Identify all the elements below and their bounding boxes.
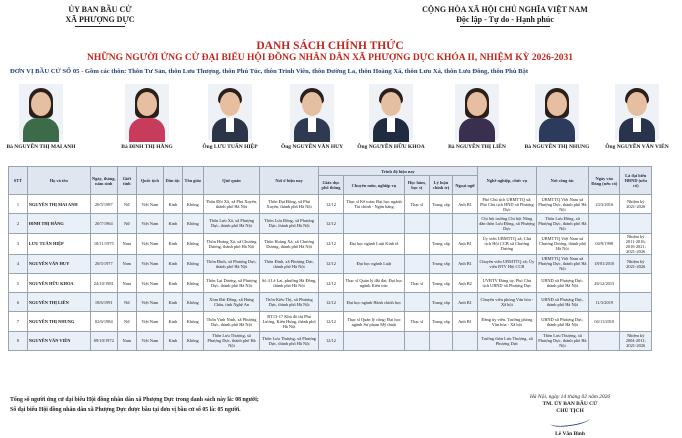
cell-religion: Không [182, 254, 203, 273]
col-nationality: Quốc tịch [136, 167, 163, 195]
candidate-photo [369, 84, 413, 140]
cell-hometown: Thôn Vinh Ninh, xã Phượng Dực, thành phố Hà Nội [203, 312, 260, 331]
cell-job: Ủy viên UBMTTQ xã; Chủ tịch Hội CCB xã Chương Dương [478, 233, 537, 254]
cell-party: 18/01/2010 [589, 254, 620, 273]
candidate-caption: Bà ĐINH THỊ HẰNG [121, 144, 173, 150]
cell-degree: Thạc sĩ [404, 312, 429, 331]
cell-ethnic: Kinh [163, 254, 182, 273]
cell-politic: Trung cấp [429, 233, 452, 254]
cell-party: 04/11/2010 [589, 312, 620, 331]
cell-lang: Anh B1 [452, 254, 477, 273]
cell-dob: 18/6/1991 [90, 293, 117, 312]
cell-name: LƯU TUẤN HIỆP [27, 233, 90, 254]
cell-name: NGUYỄN THỊ MAI ANH [27, 195, 90, 214]
cell-major: Đại học ngành Luật Kinh tế [344, 233, 405, 254]
candidate-card [432, 84, 522, 150]
candidate-photo [208, 84, 252, 140]
cell-major [344, 331, 405, 350]
issuing-authority [40, 5, 160, 27]
col-major: Chuyên môn, nghiệp vụ [344, 176, 405, 195]
document-subtitle: NHỮNG NGƯỜI ỨNG CỬ ĐẠI BIỂU HỘI ĐỒNG NHÂN DÂN XÃ PHƯỢNG DỰC KHÓA II, NHIỆM KỲ 2026-2031 [86, 53, 574, 63]
col-party-date: Ngày vào Đảng (nếu có) [589, 167, 620, 195]
cell-degree [404, 233, 429, 254]
cell-hometown: Thôn Hoàng Xá, xã Chương Dương, thành phố Hà Nội [203, 233, 260, 254]
signature-block [500, 394, 640, 438]
table-row [9, 195, 652, 214]
table-row [9, 214, 652, 233]
cell-hdnd: Nhiệm kỳ 2011-2016; 2016-2021; 2021-2026 [620, 233, 652, 254]
cell-degree: Thạc sĩ [404, 195, 429, 214]
cell-sex: Nữ [117, 312, 136, 331]
cell-lang: Anh B1 [452, 312, 477, 331]
cell-dob: 20/5/1987 [90, 195, 117, 214]
cell-party: 26/12/2013 [589, 273, 620, 292]
signing-title: CHỦ TỊCH [556, 408, 584, 414]
candidate-card [512, 84, 602, 150]
cell-job: UVBTV Đảng ủy, Phó Chủ tịch UBND xã Phượng Dực [478, 273, 537, 292]
cell-work: UBND xã Phượng Dực, thành phố Hà Nội [536, 273, 588, 292]
divider [460, 26, 550, 27]
cell-sex: Nam [117, 233, 136, 254]
cell-sex: Nữ [117, 214, 136, 233]
col-job: Nghề nghiệp, chức vụ [478, 167, 537, 195]
cell-ethnic: Kinh [163, 195, 182, 214]
cell-job: Chuyên viên phòng Văn hóa - Xã hội [478, 293, 537, 312]
cell-job: Đảng ủy viên, Trưởng phòng Văn hóa - Xã hội [478, 312, 537, 331]
cell-nation: Việt Nam [136, 214, 163, 233]
cell-major: Thạc sĩ Quản lý đất đai; Đại học ngành Kiến trúc [344, 273, 405, 292]
cell-edu: 12/12 [318, 273, 343, 292]
cell-name: NGUYỄN VĂN HUY [27, 254, 90, 273]
cell-edu: 12/12 [318, 331, 343, 350]
cell-politic: Trung cấp [429, 273, 452, 292]
cell-party [589, 214, 620, 233]
authority-line-1: ỦY BAN BẦU CỬ [68, 5, 132, 14]
cell-degree [404, 214, 429, 233]
candidate-photo [535, 84, 579, 140]
cell-dob: 18/11/1975 [90, 233, 117, 254]
cell-major: Đại học ngành Hành chính học [344, 293, 405, 312]
cell-stt: 4 [9, 254, 28, 273]
cell-ethnic: Kinh [163, 331, 182, 350]
cell-work: UBND xã Phượng Dực, thành phố Hà Nội [536, 312, 588, 331]
electoral-unit: ĐƠN VỊ BẦU CỬ SỐ 05 - Gồm các thôn: Thôn Tư Sản, thôn Lưu Thượng, thôn Phú Túc, thôn Trinh Viên, thôn Đường La, thôn Hoàng Xá, thôn Lưu Xá, thôn Lưu Đông, thôn Phù Bật [10, 68, 529, 75]
motto: Độc lập - Tự do - Hạnh phúc [456, 15, 554, 24]
cell-sex: Nam [117, 331, 136, 350]
candidate-card [0, 84, 86, 150]
cell-name: NGUYỄN VĂN VIÊN [27, 331, 90, 350]
cell-hometown: Thôn Lại Dương, xã Phượng Dực, thành phố Hà Nội [203, 273, 260, 292]
cell-edu: 12/12 [318, 233, 343, 254]
cell-religion: Không [182, 293, 203, 312]
cell-degree [404, 254, 429, 273]
cell-work: UBND xã Phượng Dực, thành phố Hà Nội [536, 293, 588, 312]
cell-ethnic: Kinh [163, 214, 182, 233]
cell-job: Trưởng thôn Lưu Thượng, xã Phượng Dực [478, 331, 537, 350]
cell-job: Phó Chủ tịch UBMTTQ xã; Phó Chủ tịch HND xã Phượng Dực [478, 195, 537, 214]
col-degree: Học hàm, học vị [404, 176, 429, 195]
cell-edu: 12/12 [318, 312, 343, 331]
candidate-card [102, 84, 192, 150]
col-group-education: Trình độ hiện nay [318, 167, 477, 176]
cell-politic: Trung cấp [429, 195, 452, 214]
table-row [9, 293, 652, 312]
cell-major: Thạc sĩ Quản lý công; Đại học ngành Sư phạm Mỹ thuật [344, 312, 405, 331]
cell-party: 04/9/1998 [589, 233, 620, 254]
cell-nation: Việt Nam [136, 293, 163, 312]
cell-hdnd: Nhiệm kỳ 2021-2026 [620, 254, 652, 273]
cell-sex: Nữ [117, 293, 136, 312]
signer-name: Lê Văn Bình [555, 431, 585, 437]
cell-stt: 7 [9, 312, 28, 331]
candidate-photo [125, 84, 169, 140]
cell-name: NGUYỄN THỊ NHUNG [27, 312, 90, 331]
cell-hdnd [620, 214, 652, 233]
cell-politic [429, 331, 452, 350]
candidate-photo [455, 84, 499, 140]
candidate-photo [290, 84, 334, 140]
col-hdnd: Là đại biểu HĐND (nếu có) [620, 167, 652, 195]
col-name: Họ và tên [27, 167, 90, 195]
cell-stt: 6 [9, 293, 28, 312]
cell-religion: Không [182, 214, 203, 233]
cell-party: 23/3/2016 [589, 195, 620, 214]
cell-religion: Không [182, 312, 203, 331]
candidate-photo-strip [0, 84, 669, 164]
candidate-caption: Bà NGUYỄN THỊ LIÊN [448, 144, 506, 150]
cell-hdnd: Nhiệm kỳ 2004-2011; 2021-2026 [620, 331, 652, 350]
col-religion: Tôn giáo [182, 167, 203, 195]
col-workplace: Nơi công tác [536, 167, 588, 195]
nation-name: CỘNG HÒA XÃ HỘI CHỦ NGHĨA VIỆT NAM [422, 5, 588, 14]
cell-hometown: Xóm Đài Đồng, xã Hưng Châu, tỉnh Nghệ An [203, 293, 260, 312]
cell-hometown: Thôn Đinh, xã Phượng Dực, thành phố Hà Nội [203, 254, 260, 273]
col-residence: Nơi ở hiện nay [260, 167, 319, 195]
table-row [9, 312, 652, 331]
cell-hometown: Thôn Đồi Xã, xã Phú Xuyên, thành phố Hà Nội [203, 195, 260, 214]
total-elected-note: Số đại biểu Hội đồng nhân dân xã Phượng Dực được bầu tại đơn vị bầu cử số 05 là: 05 người. [10, 407, 241, 413]
cell-stt: 1 [9, 195, 28, 214]
cell-hdnd [620, 293, 652, 312]
cell-sex: Nam [117, 254, 136, 273]
cell-edu: 12/12 [318, 254, 343, 273]
candidate-card [592, 84, 682, 150]
signing-org: TM. ỦY BAN BẦU CỬ [542, 401, 598, 407]
cell-name: NGUYỄN THỊ LIÊN [27, 293, 90, 312]
cell-degree [404, 293, 429, 312]
cell-residence: BT13-17 Khu đô thị Phú Lương, Kiến Hưng, thành phố Hà Nội [260, 312, 319, 331]
cell-degree: Thạc sĩ [404, 273, 429, 292]
cell-nation: Việt Nam [136, 254, 163, 273]
cell-edu: 12/12 [318, 195, 343, 214]
cell-lang: Anh B1 [452, 293, 477, 312]
signing-date: Hà Nội, ngày 14 tháng 02 năm 2026 [529, 394, 611, 400]
cell-residence: Thôn Hoàng Xá, xã Chương Dương, thành phố Hà Nội [260, 233, 319, 254]
cell-stt: 8 [9, 331, 28, 350]
candidate-caption: Bà NGUYỄN THỊ NHUNG [524, 144, 590, 150]
candidate-caption: Ông LƯU TUẤN HIỆP [202, 144, 258, 150]
cell-work: UBMTTQ Việt Nam xã Phượng Dực, thành phố Hà Nội [536, 254, 588, 273]
cell-nation: Việt Nam [136, 331, 163, 350]
cell-lang: Anh B2 [452, 273, 477, 292]
cell-dob: 09/10/1972 [90, 331, 117, 350]
cell-religion: Không [182, 273, 203, 292]
cell-dob: 20/5/1977 [90, 254, 117, 273]
cell-work: UBMTTQ Việt Nam xã Phượng Dực, thành phố Hà Nội [536, 195, 588, 214]
col-language: Ngoại ngữ [452, 176, 477, 195]
cell-lang [452, 331, 477, 350]
authority-line-2: XÃ PHƯỢNG DỰC [65, 15, 135, 24]
cell-dob: 20/7/1964 [90, 214, 117, 233]
cell-work: UBMTTQ Việt Nam xã Chương Dương, thành phố Hà Nội [536, 233, 588, 254]
cell-work: Thôn Lưu Đông, xã Phượng Dực, thành phố Hà Nội [536, 214, 588, 233]
cell-lang [452, 214, 477, 233]
divider [75, 26, 125, 27]
cell-job: Chuyên viên UBMTTQ xã; Ủy viên BTV Hội CCB [478, 254, 537, 273]
cell-work: Thôn Lưu Thượng, xã Phượng Dực, thành phố Hà Nội [536, 331, 588, 350]
candidate-photo [19, 84, 63, 140]
table-row [9, 233, 652, 254]
candidate-card [185, 84, 275, 150]
cell-politic: Trung cấp [429, 254, 452, 273]
cell-job: Chi hội trưởng Chi hội Nông dân thôn Lưu Đông, xã Phượng Dực [478, 214, 537, 233]
cell-edu: 12/12 [318, 214, 343, 233]
candidate-table [8, 166, 652, 351]
cell-degree [404, 331, 429, 350]
cell-stt: 3 [9, 233, 28, 254]
handwritten-signature [549, 413, 590, 428]
cell-nation: Việt Nam [136, 273, 163, 292]
cell-hdnd: Nhiệm kỳ 2021-2026 [620, 195, 652, 214]
cell-ethnic: Kinh [163, 312, 182, 331]
cell-residence: Thôn Kiều Thị, xã Phượng Dực, thành phố Hà Nội [260, 293, 319, 312]
cell-politic: Trung cấp [429, 293, 452, 312]
cell-politic [429, 214, 452, 233]
candidate-caption: Ông NGUYỄN VĂN HUY [280, 144, 344, 150]
cell-edu: 12/12 [318, 293, 343, 312]
national-motto [385, 5, 625, 27]
col-general-edu: Giáo dục phổ thông [318, 176, 343, 195]
cell-ethnic: Kinh [163, 273, 182, 292]
cell-stt: 2 [9, 214, 28, 233]
cell-residence: Số 4 Lê Lai, phường Hà Đông, thành phố Hà Nội [260, 273, 319, 292]
cell-ethnic: Kinh [163, 233, 182, 254]
col-dob: Ngày, tháng, năm sinh [90, 167, 117, 195]
cell-hdnd [620, 273, 652, 292]
col-sex: Giới tính [117, 167, 136, 195]
col-hometown: Quê quán [203, 167, 260, 195]
candidate-caption: Ông NGUYỄN HỮU KHOA [357, 144, 425, 150]
cell-hometown: Thôn Lưu Thượng, xã Phượng Dực, thành phố Hà Nội [203, 331, 260, 350]
candidate-photo [615, 84, 659, 140]
cell-major [344, 214, 405, 233]
cell-nation: Việt Nam [136, 312, 163, 331]
cell-dob: 24/10/1981 [90, 273, 117, 292]
cell-party: 11/3/2019 [589, 293, 620, 312]
cell-name: ĐINH THỊ HẰNG [27, 214, 90, 233]
cell-residence: Thôn Lưu Đông, xã Phượng Dực, thành phố Hà Nội [260, 214, 319, 233]
candidate-caption: Bà NGUYỄN THỊ MAI ANH [6, 144, 76, 150]
cell-lang: Anh B1 [452, 233, 477, 254]
col-politics: Lý luận chính trị [429, 176, 452, 195]
cell-major: Đại học ngành Luật [344, 254, 405, 273]
cell-hdnd [620, 312, 652, 331]
candidate-card [267, 84, 357, 150]
cell-major: Thạc sĩ Kế toán; Đại học ngành Tài chính - Ngân hàng [344, 195, 405, 214]
table-row [9, 254, 652, 273]
cell-lang: Anh B1 [452, 195, 477, 214]
cell-nation: Việt Nam [136, 233, 163, 254]
cell-stt: 5 [9, 273, 28, 292]
candidate-caption: Ông NGUYỄN VĂN VIÊN [605, 144, 669, 150]
cell-ethnic: Kinh [163, 293, 182, 312]
cell-religion: Không [182, 331, 203, 350]
cell-politic: Trung cấp [429, 312, 452, 331]
cell-sex: Nam [117, 273, 136, 292]
table-row [9, 273, 652, 292]
candidate-card [346, 84, 436, 150]
cell-dob: 02/6/1984 [90, 312, 117, 331]
col-stt: STT [9, 167, 28, 195]
cell-religion: Không [182, 195, 203, 214]
cell-residence: Thôn Đại Đồng, xã Phú Xuyên, thành phố Hà Nội [260, 195, 319, 214]
cell-sex: Nữ [117, 195, 136, 214]
cell-religion: Không [182, 233, 203, 254]
col-ethnicity: Dân tộc [163, 167, 182, 195]
cell-residence: Thôn Đinh, xã Phượng Dực, thành phố Hà Nội [260, 254, 319, 273]
cell-name: NGUYỄN HỮU KHOA [27, 273, 90, 292]
document-title: DANH SÁCH CHÍNH THỨC [256, 40, 404, 52]
total-candidates-note: Tổng số người ứng cử đại biểu Hội đồng nhân dân xã Phượng Dực trong danh sách này là: 08 người; [10, 397, 259, 403]
cell-party [589, 331, 620, 350]
cell-nation: Việt Nam [136, 195, 163, 214]
cell-residence: Thôn Lưu Thượng, xã Phượng Dực, thành phố Hà Nội [260, 331, 319, 350]
table-row [9, 331, 652, 350]
cell-hometown: Thôn Lưu Xá, xã Phượng Dực, thành phố Hà Nội [203, 214, 260, 233]
